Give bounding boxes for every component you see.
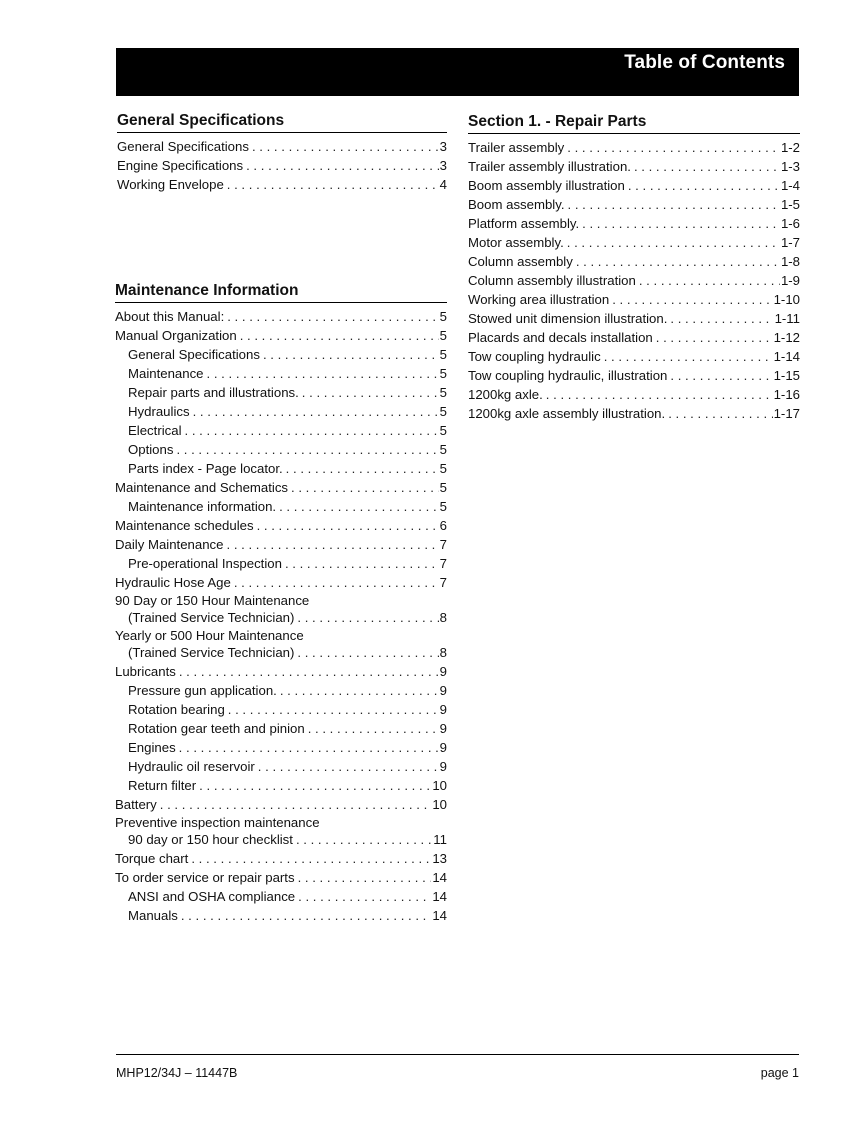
leader-dots — [298, 868, 432, 887]
toc-entry[interactable] — [115, 868, 447, 887]
leader-dots — [670, 366, 772, 385]
section-heading: Maintenance Information — [115, 282, 447, 303]
entry-page: 5 — [439, 442, 447, 457]
maintenance-information-section — [115, 282, 447, 925]
repair-parts-section — [468, 113, 800, 423]
leader-dots — [227, 307, 438, 326]
entry-label: 1200kg axle assembly illustration. — [468, 406, 666, 421]
entry-page: 5 — [439, 499, 447, 514]
leader-dots — [280, 681, 439, 700]
entry-page: 13 — [432, 851, 447, 866]
toc-entry-continuation — [115, 608, 447, 627]
entry-page: 5 — [439, 404, 447, 419]
entry-label: Hydraulic Hose Age — [115, 575, 231, 590]
toc-entry[interactable] — [115, 887, 447, 906]
entry-page: 1-9 — [780, 273, 800, 288]
entry-page: 14 — [432, 889, 447, 904]
toc-entry[interactable] — [468, 271, 800, 290]
entry-label-continuation: (Trained Service Technician) — [128, 645, 295, 660]
entry-page: 5 — [439, 461, 447, 476]
entry-label: Engine Specifications — [117, 158, 244, 173]
entry-label-continuation: (Trained Service Technician) — [128, 610, 295, 625]
leader-dots — [240, 326, 439, 345]
toc-entry[interactable] — [115, 421, 447, 440]
leader-dots — [234, 573, 439, 592]
entry-page: 5 — [439, 328, 447, 343]
entry-label: Pressure gun application. — [128, 683, 277, 698]
entry-page: 5 — [439, 366, 447, 381]
toc-entry[interactable] — [468, 233, 800, 252]
entry-label: Rotation gear teeth and pinion — [128, 721, 305, 736]
toc-entry[interactable] — [115, 440, 447, 459]
toc-entry[interactable] — [468, 404, 800, 423]
toc-entry[interactable] — [115, 307, 447, 326]
toc-entry[interactable] — [468, 385, 800, 404]
entry-page: 1-11 — [774, 311, 800, 326]
entry-label: Maintenance — [128, 366, 204, 381]
page-title: Table of Contents — [624, 52, 785, 73]
leader-dots — [263, 345, 439, 364]
toc-entry[interactable] — [115, 906, 447, 925]
toc-entry[interactable] — [117, 137, 447, 156]
entry-label: Boom assembly illustration — [468, 178, 625, 193]
entry-page: 10 — [432, 778, 447, 793]
entry-label: Return filter — [128, 778, 197, 793]
leader-dots — [604, 347, 773, 366]
page-number: page 1 — [760, 1066, 799, 1080]
toc-entry[interactable] — [117, 156, 447, 175]
leader-dots — [297, 608, 438, 627]
entry-label-continuation: 90 day or 150 hour checklist — [128, 832, 293, 847]
entry-page: 1-5 — [780, 197, 800, 212]
leader-dots — [582, 214, 780, 233]
entry-label: Maintenance schedules — [115, 518, 254, 533]
leader-dots — [160, 795, 432, 814]
entry-label: 90 Day or 150 Hour Maintenance — [115, 593, 310, 608]
entry-page: 1-3 — [780, 159, 800, 174]
entry-page: 10 — [432, 797, 447, 812]
toc-entry[interactable] — [115, 516, 447, 535]
entry-page: 1-4 — [780, 178, 800, 193]
leader-dots — [298, 887, 431, 906]
entry-page: 9 — [439, 702, 447, 717]
toc-entry-continuation — [115, 830, 447, 849]
leader-dots — [181, 906, 431, 925]
toc-entry[interactable] — [115, 795, 447, 814]
toc-entry[interactable] — [468, 347, 800, 366]
entry-label: Yearly or 500 Hour Maintenance — [115, 628, 304, 643]
entry-label: Parts index - Page locator. — [128, 461, 283, 476]
toc-entry[interactable] — [115, 757, 447, 776]
entry-label: Manuals — [128, 908, 178, 923]
entry-label: Hydraulics — [128, 404, 190, 419]
leader-dots — [567, 233, 780, 252]
entry-label: Lubricants — [115, 664, 176, 679]
leader-dots — [670, 309, 773, 328]
footer-divider — [116, 1054, 799, 1055]
entry-page: 9 — [439, 740, 447, 755]
section-heading: General Specifications — [117, 112, 447, 133]
leader-dots — [279, 497, 439, 516]
toc-entry[interactable] — [115, 345, 447, 364]
toc-entry[interactable] — [115, 459, 447, 478]
toc-entry[interactable] — [115, 402, 447, 421]
leader-dots — [291, 478, 439, 497]
section-heading: Section 1. - Repair Parts — [468, 113, 800, 134]
entry-page: 9 — [439, 683, 447, 698]
entry-page: 1-15 — [773, 368, 800, 383]
leader-dots — [185, 421, 439, 440]
entry-label: Stowed unit dimension illustration. — [468, 311, 668, 326]
toc-entry[interactable] — [115, 326, 447, 345]
toc-entry[interactable] — [115, 383, 447, 402]
toc-entry[interactable] — [115, 681, 447, 700]
toc-entry-multiline[interactable] — [115, 814, 447, 849]
entry-label: Hydraulic oil reservoir — [128, 759, 255, 774]
leader-dots — [634, 157, 780, 176]
toc-entry[interactable] — [468, 290, 800, 309]
entry-page: 1-10 — [773, 292, 800, 307]
entry-page: 5 — [439, 480, 447, 495]
leader-dots — [228, 700, 439, 719]
leader-dots — [639, 271, 780, 290]
entry-label: ANSI and OSHA compliance — [128, 889, 296, 904]
toc-entry[interactable] — [115, 573, 447, 592]
entry-label: Trailer assembly illustration. — [468, 159, 631, 174]
leader-dots — [227, 535, 439, 554]
leader-dots — [179, 662, 439, 681]
entry-page: 1-12 — [773, 330, 800, 345]
leader-dots — [176, 440, 438, 459]
entry-label: General Specifications — [117, 139, 249, 154]
entry-label: Column assembly — [468, 254, 573, 269]
entry-label: Battery — [115, 797, 157, 812]
leader-dots — [286, 459, 439, 478]
toc-entry[interactable] — [115, 738, 447, 757]
entry-page: 5 — [439, 423, 447, 438]
entry-label: Working Envelope — [117, 177, 224, 192]
entry-page: 6 — [439, 518, 447, 533]
entry-label: Boom assembly. — [468, 197, 565, 212]
entry-page: 4 — [439, 177, 447, 192]
entry-page: 9 — [439, 721, 447, 736]
leader-dots — [296, 830, 432, 849]
entry-label: Repair parts and illustrations. — [128, 385, 299, 400]
entry-page: 1-16 — [773, 387, 800, 402]
toc-entry[interactable] — [468, 138, 800, 157]
general-specifications-section — [117, 112, 447, 194]
toc-entry[interactable] — [468, 328, 800, 347]
leader-dots — [227, 175, 439, 194]
entry-page: 1-7 — [780, 235, 800, 250]
leader-dots — [576, 252, 780, 271]
entry-label: Pre-operational Inspection — [128, 556, 282, 571]
toc-entry[interactable] — [115, 478, 447, 497]
entry-label: Trailer assembly — [468, 140, 565, 155]
entry-page: 3 — [439, 139, 447, 154]
leader-dots — [193, 402, 439, 421]
toc-entry[interactable] — [468, 309, 800, 328]
toc-entry[interactable] — [468, 366, 800, 385]
leader-dots — [297, 643, 438, 662]
entry-label: About this Manual: — [115, 309, 225, 324]
toc-entry[interactable] — [115, 849, 447, 868]
entry-label: General Specifications — [128, 347, 260, 362]
toc-entry[interactable] — [468, 252, 800, 271]
entry-label: Maintenance information. — [128, 499, 277, 514]
entry-label: Platform assembly. — [468, 216, 580, 231]
leader-dots — [656, 328, 773, 347]
entry-label: Tow coupling hydraulic — [468, 349, 601, 364]
entry-page: 5 — [439, 347, 447, 362]
leader-dots — [568, 195, 780, 214]
entry-label: Daily Maintenance — [115, 537, 224, 552]
entry-page: 8 — [439, 610, 447, 625]
entry-page: 1-8 — [780, 254, 800, 269]
leader-dots — [252, 137, 439, 156]
entry-page: 5 — [439, 385, 447, 400]
entry-label: Preventive inspection maintenance — [115, 815, 320, 830]
leader-dots — [207, 364, 439, 383]
leader-dots — [668, 404, 772, 423]
toc-entry[interactable] — [115, 554, 447, 573]
entry-label: Column assembly illustration — [468, 273, 636, 288]
toc-entry[interactable] — [468, 214, 800, 233]
leader-dots — [628, 176, 780, 195]
entry-label: Rotation bearing — [128, 702, 225, 717]
leader-dots — [546, 385, 773, 404]
entry-label: Torque chart — [115, 851, 189, 866]
entry-page: 7 — [439, 537, 447, 552]
toc-entry-multiline[interactable] — [115, 627, 447, 662]
entry-page: 14 — [432, 870, 447, 885]
leader-dots — [179, 738, 439, 757]
entry-page: 1-14 — [773, 349, 800, 364]
entry-page: 3 — [439, 158, 447, 173]
entry-label: Working area illustration — [468, 292, 610, 307]
leader-dots — [302, 383, 439, 402]
leader-dots — [246, 156, 439, 175]
document-id: MHP12/34J – 11447B — [116, 1066, 238, 1080]
entry-page: 1-6 — [780, 216, 800, 231]
toc-entry[interactable] — [115, 535, 447, 554]
toc-entry[interactable] — [115, 497, 447, 516]
entry-label: Electrical — [128, 423, 182, 438]
entry-label: Options — [128, 442, 174, 457]
entry-label: 1200kg axle. — [468, 387, 543, 402]
toc-entry[interactable] — [468, 157, 800, 176]
toc-entry[interactable] — [115, 364, 447, 383]
entry-page: 1-17 — [773, 406, 800, 421]
toc-entry[interactable] — [468, 195, 800, 214]
entry-label: To order service or repair parts — [115, 870, 295, 885]
entry-label: Maintenance and Schematics — [115, 480, 289, 495]
entry-page: 1-2 — [780, 140, 800, 155]
entry-label: Placards and decals installation — [468, 330, 653, 345]
leader-dots — [285, 554, 439, 573]
entry-page: 9 — [439, 664, 447, 679]
entry-page: 7 — [439, 575, 447, 590]
toc-entry[interactable] — [115, 662, 447, 681]
header-banner — [116, 48, 799, 96]
leader-dots — [308, 719, 439, 738]
toc-entry[interactable] — [468, 176, 800, 195]
entry-page: 8 — [439, 645, 447, 660]
entry-page: 14 — [432, 908, 447, 923]
entry-label: Tow coupling hydraulic, illustration — [468, 368, 668, 383]
leader-dots — [567, 138, 780, 157]
toc-entry[interactable] — [115, 700, 447, 719]
toc-entry-continuation — [115, 643, 447, 662]
entry-page: 7 — [439, 556, 447, 571]
toc-entry[interactable] — [117, 175, 447, 194]
entry-label: Engines — [128, 740, 176, 755]
toc-entry-multiline[interactable] — [115, 592, 447, 627]
leader-dots — [199, 776, 431, 795]
leader-dots — [612, 290, 772, 309]
toc-entry[interactable] — [115, 719, 447, 738]
leader-dots — [258, 757, 439, 776]
leader-dots — [191, 849, 431, 868]
toc-entry[interactable] — [115, 776, 447, 795]
entry-page: 5 — [439, 309, 447, 324]
entry-label: Manual Organization — [115, 328, 237, 343]
entry-page: 9 — [439, 759, 447, 774]
entry-page: 11 — [433, 832, 447, 847]
leader-dots — [257, 516, 439, 535]
entry-label: Motor assembly. — [468, 235, 564, 250]
